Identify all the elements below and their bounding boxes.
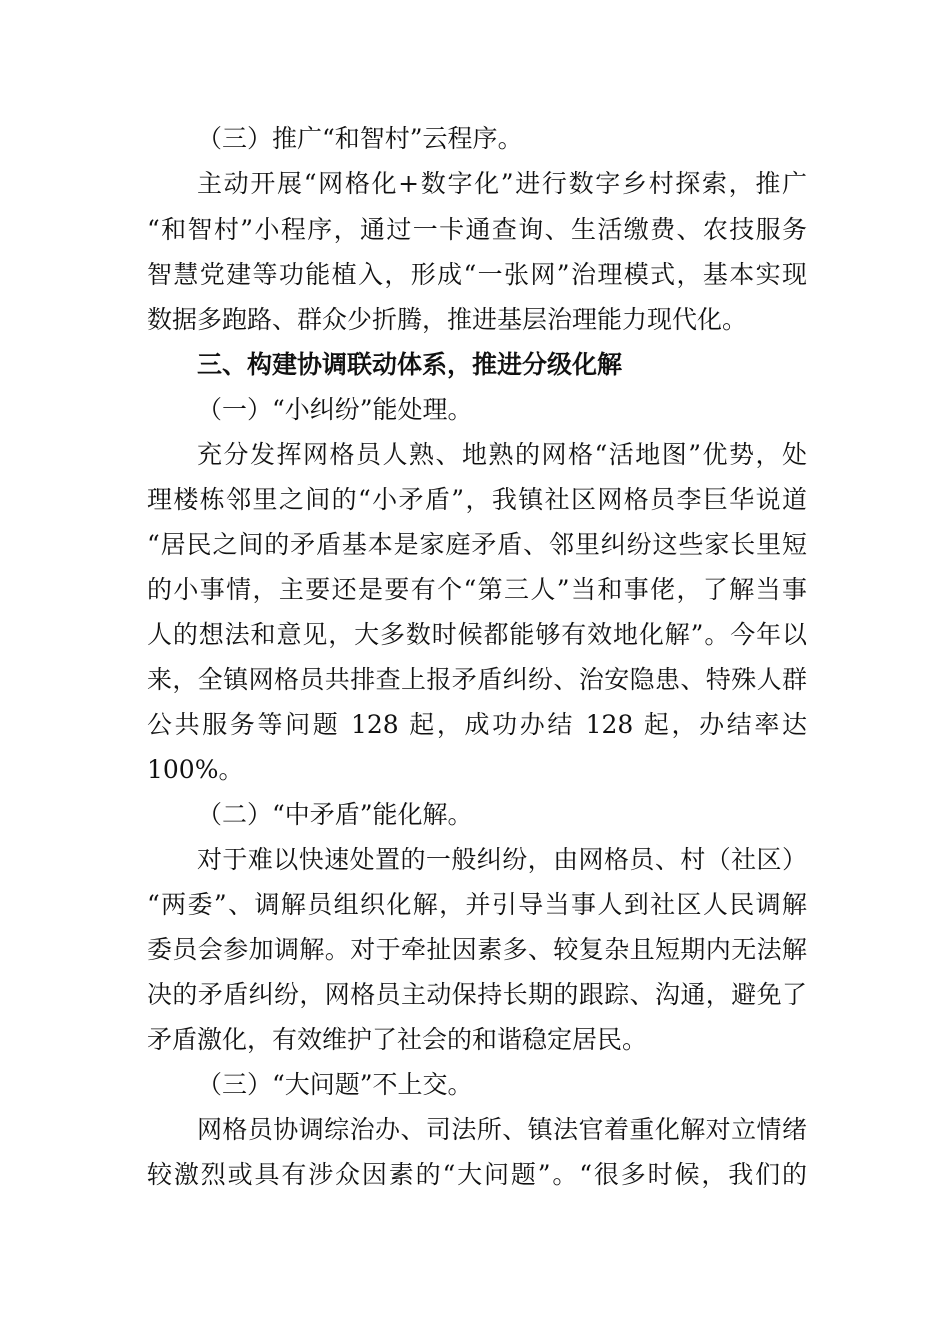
section-heading: 三、构建协调联动体系，推进分级化解 xyxy=(197,350,623,379)
paragraph-line: 矛盾激化，有效维护了社会的和谐稳定居民。 xyxy=(147,1025,648,1054)
paragraph-line: 人的想法和意见，大多数时候都能够有效地化解”。今年以 xyxy=(147,620,807,649)
subheading-medium-conflicts: （二）“中矛盾”能化解。 xyxy=(197,800,473,829)
paragraph-line: 充分发挥网格员人熟、地熟的网格“活地图”优势，处 xyxy=(197,440,807,469)
paragraph-line: 100%。 xyxy=(147,755,244,784)
paragraph-line: 决的矛盾纠纷，网格员主动保持长期的跟踪、沟通，避免了 xyxy=(147,980,807,1009)
paragraph-line: 网格员协调综治办、司法所、镇法官着重化解对立情绪 xyxy=(197,1115,807,1144)
paragraph-line: “居民之间的矛盾基本是家庭矛盾、邻里纠纷这些家长里短 xyxy=(147,530,807,559)
paragraph-line: “两委”、调解员组织化解，并引导当事人到社区人民调解 xyxy=(147,890,807,919)
paragraph-line: 主动开展“网格化+数字化”进行数字乡村探索，推广 xyxy=(197,169,807,198)
paragraph-line: 智慧党建等功能植入，形成“一张网”治理模式，基本实现 xyxy=(147,260,807,289)
paragraph-line: 对于难以快速处置的一般纠纷，由网格员、村（社区） xyxy=(197,845,807,874)
subheading-big-issues: （三）“大问题”不上交。 xyxy=(197,1070,473,1099)
subheading-small-disputes: （一）“小纠纷”能处理。 xyxy=(197,395,473,424)
paragraph-line: 公共服务等问题 128 起，成功办结 128 起，办结率达 xyxy=(147,710,807,739)
paragraph-line: 较激烈或具有涉众因素的“大问题”。“很多时候，我们的 xyxy=(147,1160,807,1189)
paragraph-line: 来，全镇网格员共排查上报矛盾纠纷、治安隐患、特殊人群 xyxy=(147,665,807,694)
subheading-promote-hezhicun: （三）推广“和智村”云程序。 xyxy=(197,124,523,153)
paragraph-line: “和智村”小程序，通过一卡通查询、生活缴费、农技服务 xyxy=(147,215,807,244)
paragraph-line: 数据多跑路、群众少折腾，推进基层治理能力现代化。 xyxy=(147,305,748,334)
paragraph-line: 委员会参加调解。对于牵扯因素多、较复杂且短期内无法解 xyxy=(147,935,807,964)
paragraph-line: 理楼栋邻里之间的“小矛盾”，我镇社区网格员李巨华说道 xyxy=(147,485,807,514)
paragraph-line: 的小事情，主要还是要有个“第三人”当和事佬，了解当事 xyxy=(147,575,807,604)
